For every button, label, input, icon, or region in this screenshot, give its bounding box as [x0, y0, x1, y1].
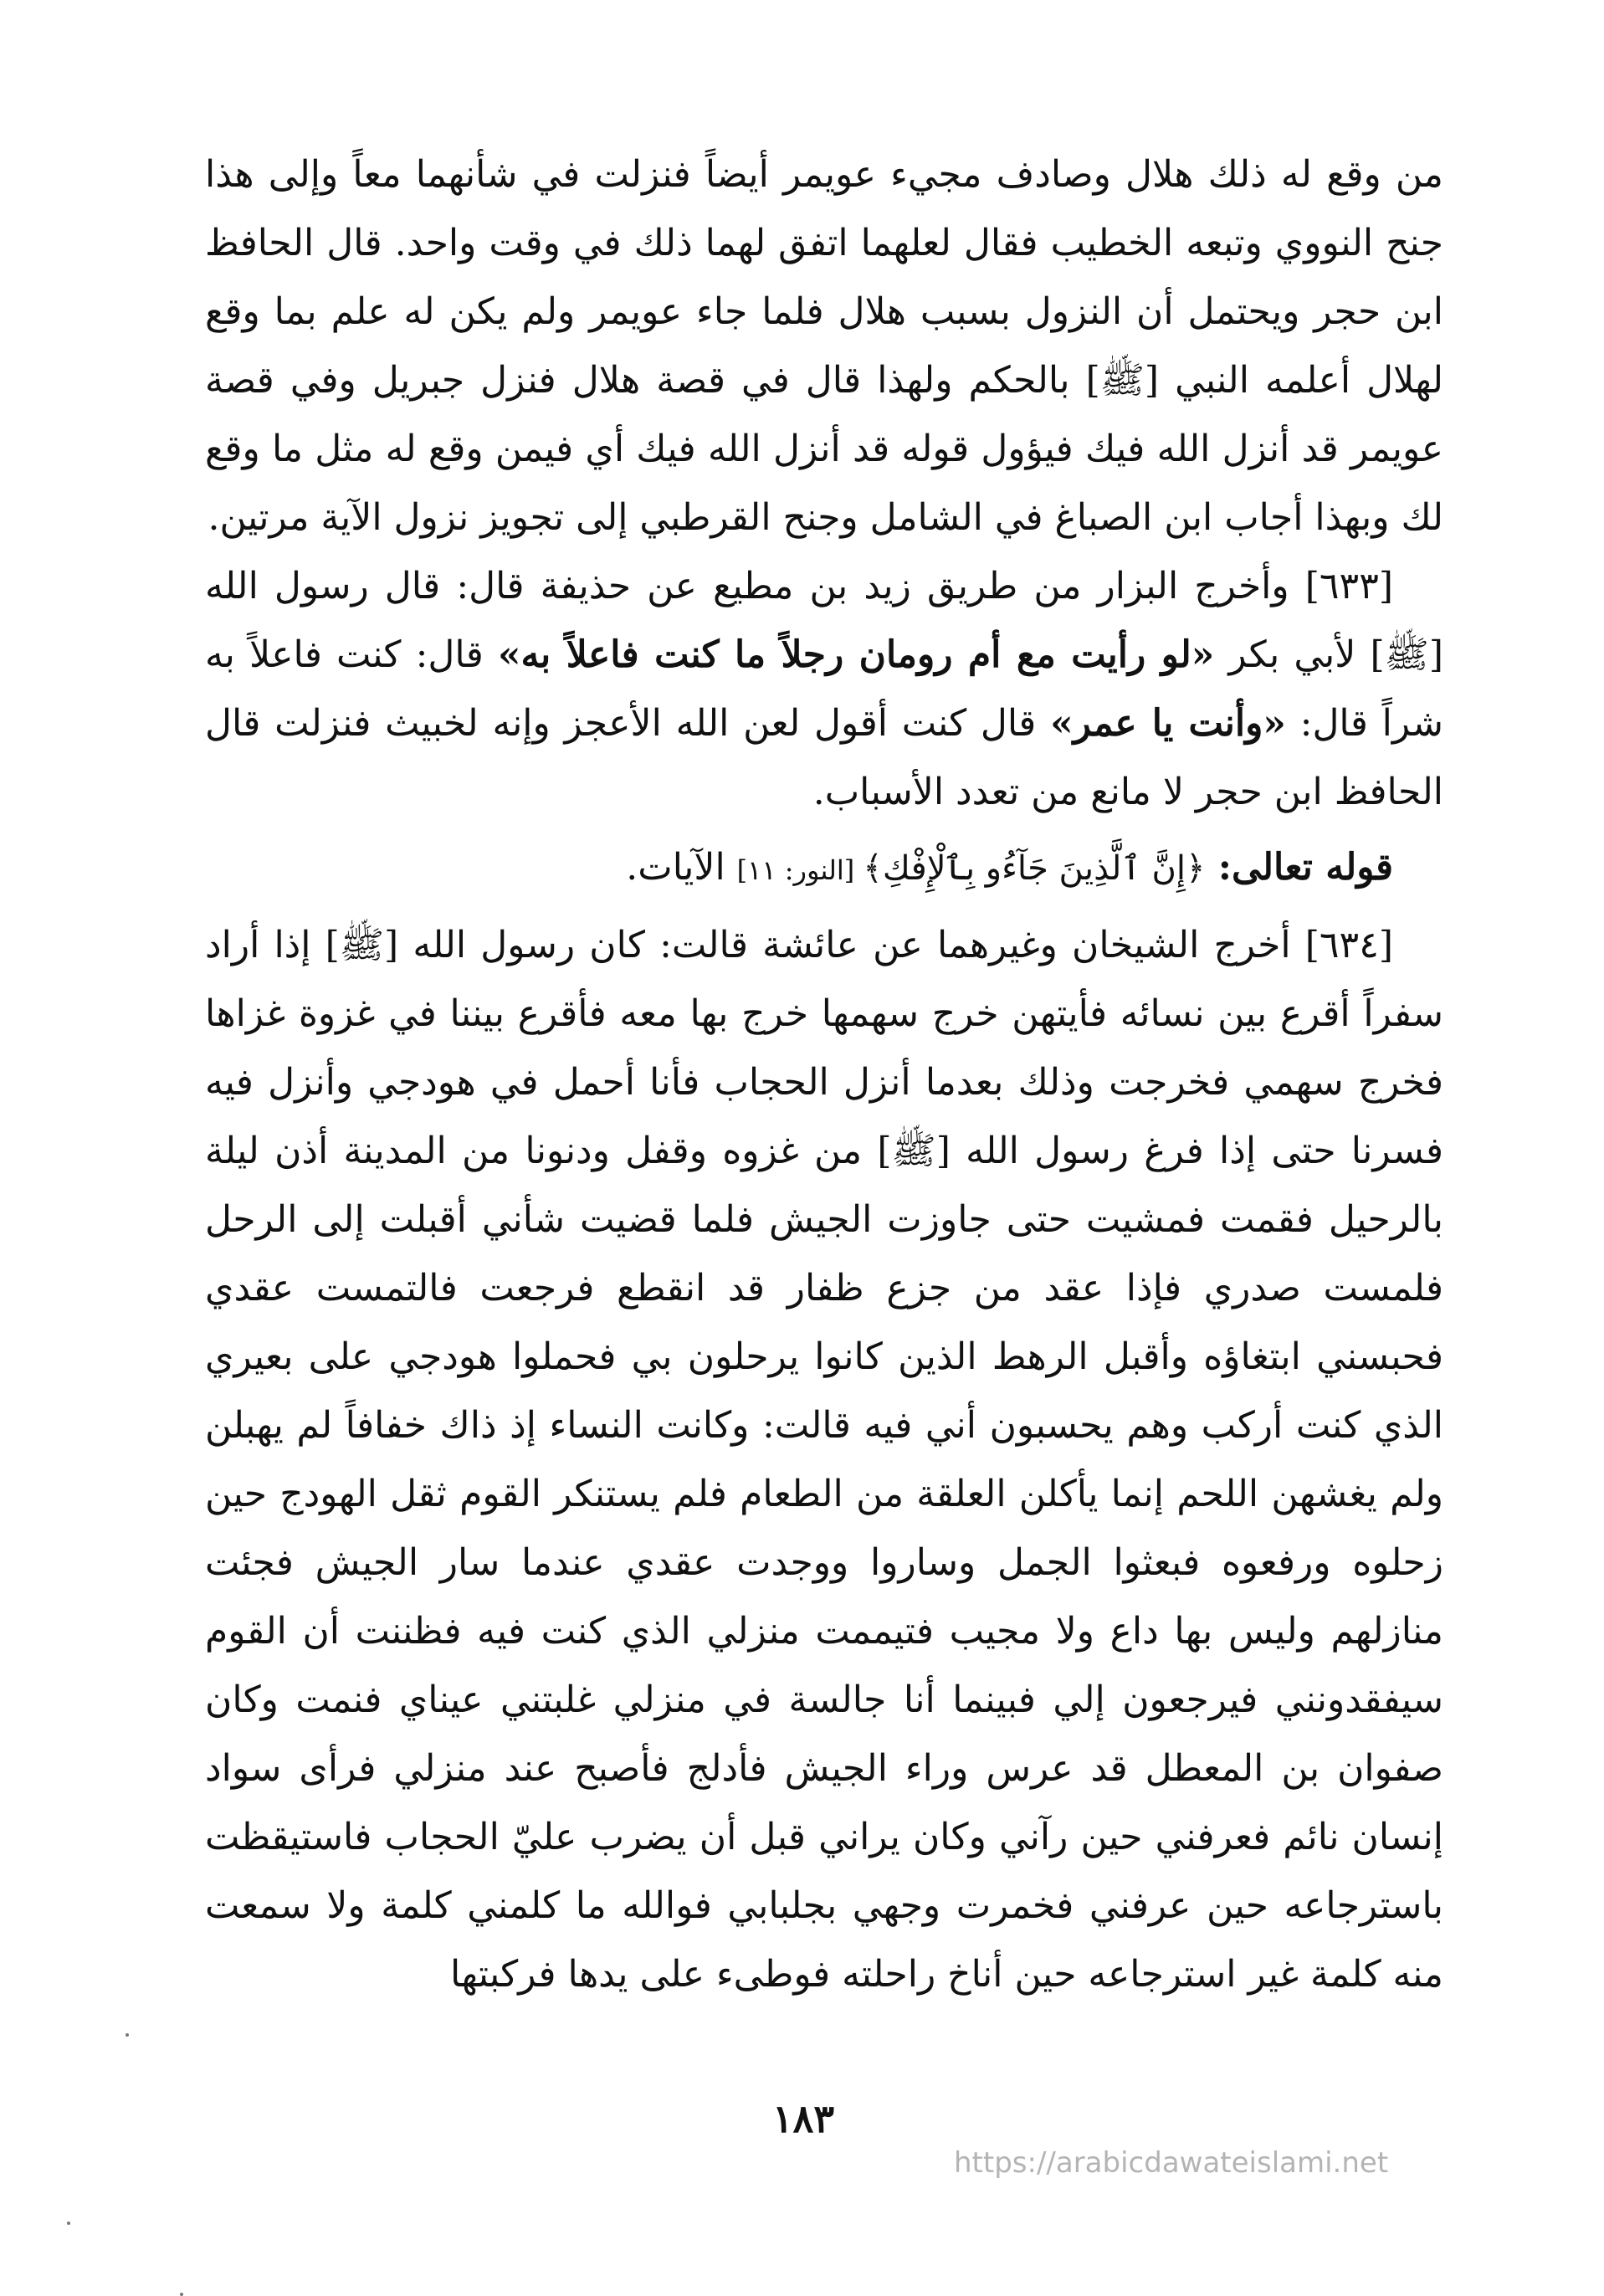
watermark-url: https://arabicdawateislami.net — [954, 2146, 1389, 2180]
verse-reference: [النور: ١١] — [736, 854, 863, 886]
paragraph-hadith-633 — [205, 552, 1443, 827]
main-text — [205, 141, 1443, 2009]
page-number: ١٨٣ — [771, 2096, 835, 2141]
hadith-633-text-3: قال كنت أقول لعن الله الأعجز وإنه لخبيث فنزلت قال الحافظ ابن حجر لا مانع من تعدد الأسباب. — [205, 702, 1443, 813]
scan-speck — [180, 2293, 183, 2296]
paragraph-hadith-634: [٦٣٤] أخرج الشيخان وغيرهما عن عائشة قالت: كان رسول الله [ﷺ] إذا أراد سفراً أقرع بين نسائه فأيتهن خرج سهمها خرج بها معه فأقرع بيننا في غزوة غزاها فخرج سهمي فخرجت وذلك بعدما أنزل الحجاب فأنا أحمل في هودجي وأنزل فيه فسرنا حتى إذا فرغ رسول الله [ﷺ] من غزوه وقفل ودنونا من المدينة أذن ليلة بالرحيل فقمت فمشيت حتى جاوزت الجيش فلما قضيت شأني أقبلت إلى الرحل فلمست صدري فإذا عقد من جزع ظفار قد انقطع فرجعت فالتمست عقدي فحبسني ابتغاؤه وأقبل الرهط الذين كانوا يرحلون بي فحملوا هودجي على بعيري الذي كنت أركب وهم يحسبون أني فيه قالت: وكانت النساء إذ ذاك خفافاً لم يهبلن ولم يغشهن اللحم إنما يأكلن العلقة من الطعام فلم يستنكر القوم ثقل الهودج حين زحلوه ورفعوه فبعثوا الجمل وساروا ووجدت عقدي عندما سار الجيش فجئت منازلهم وليس بها داع ولا مجيب فتيممت منزلي الذي كنت فيه فظننت أن القوم سيفقدونني فيرجعون إلي فبينما أنا جالسة في منزلي غلبتني عيناي فنمت وكان صفوان بن المعطل قد عرس وراء الجيش فأدلج فأصبح عند منزلي فرأى سواد إنسان نائم فعرفني حين رآني وكان يراني قبل أن يضرب عليّ الحجاب فاستيقظت باسترجاعه حين عرفني فخمرت وجهي بجلبابي فوالله ما كلمني كلمة ولا سمعت منه كلمة غير استرجاعه حين أناخ راحلته فوطىء على يدها فركبتها — [205, 924, 1443, 1996]
scan-speck — [126, 2033, 129, 2037]
hadith-633-quote-2: «وأنت يا عمر» — [1050, 702, 1286, 745]
scan-speck — [67, 2222, 70, 2225]
verse-heading-lead: قوله تعالى: — [1205, 846, 1393, 889]
hadith-633-quote-1: «لو رأيت مع أم رومان رجلاً ما كنت فاعلاً به» — [497, 633, 1215, 676]
verse-heading — [205, 833, 1443, 905]
hadith-633-text-2: قال: كنت فاعلاً به شراً قال: — [205, 633, 1444, 745]
verse-quran-text: ﴿إِنَّ ٱلَّذِينَ جَآءُو بِٱلْإِفْكِ﴾ — [863, 849, 1206, 888]
hadith-633-text-1: [٦٣٣] وأخرج البزار من طريق زيد بن مطيع عن حذيفة قال: قال رسول الله [ﷺ] لأبي بكر — [205, 565, 1444, 676]
verse-heading-tail: الآيات. — [626, 846, 737, 889]
paragraph-continuation: من وقع له ذلك هلال وصادف مجيء عويمر أيضاً فنزلت في شأنهما معاً وإلى هذا جنح النووي وتبعه الخطيب فقال لعلهما اتفق لهما ذلك في وقت واحد. قال الحافظ ابن حجر ويحتمل أن النزول بسبب هلال فلما جاء عويمر ولم يكن له علم بما وقع لهلال أعلمه النبي [ﷺ] بالحكم ولهذا قال في قصة هلال فنزل جبريل وفي قصة عويمر قد أنزل الله فيك فيؤول قوله قد أنزل الله فيك أي فيمن وقع له مثل ما وقع لك وبهذا أجاب ابن الصباغ في الشامل وجنح القرطبي إلى تجويز نزول الآية مرتين. — [205, 153, 1443, 539]
